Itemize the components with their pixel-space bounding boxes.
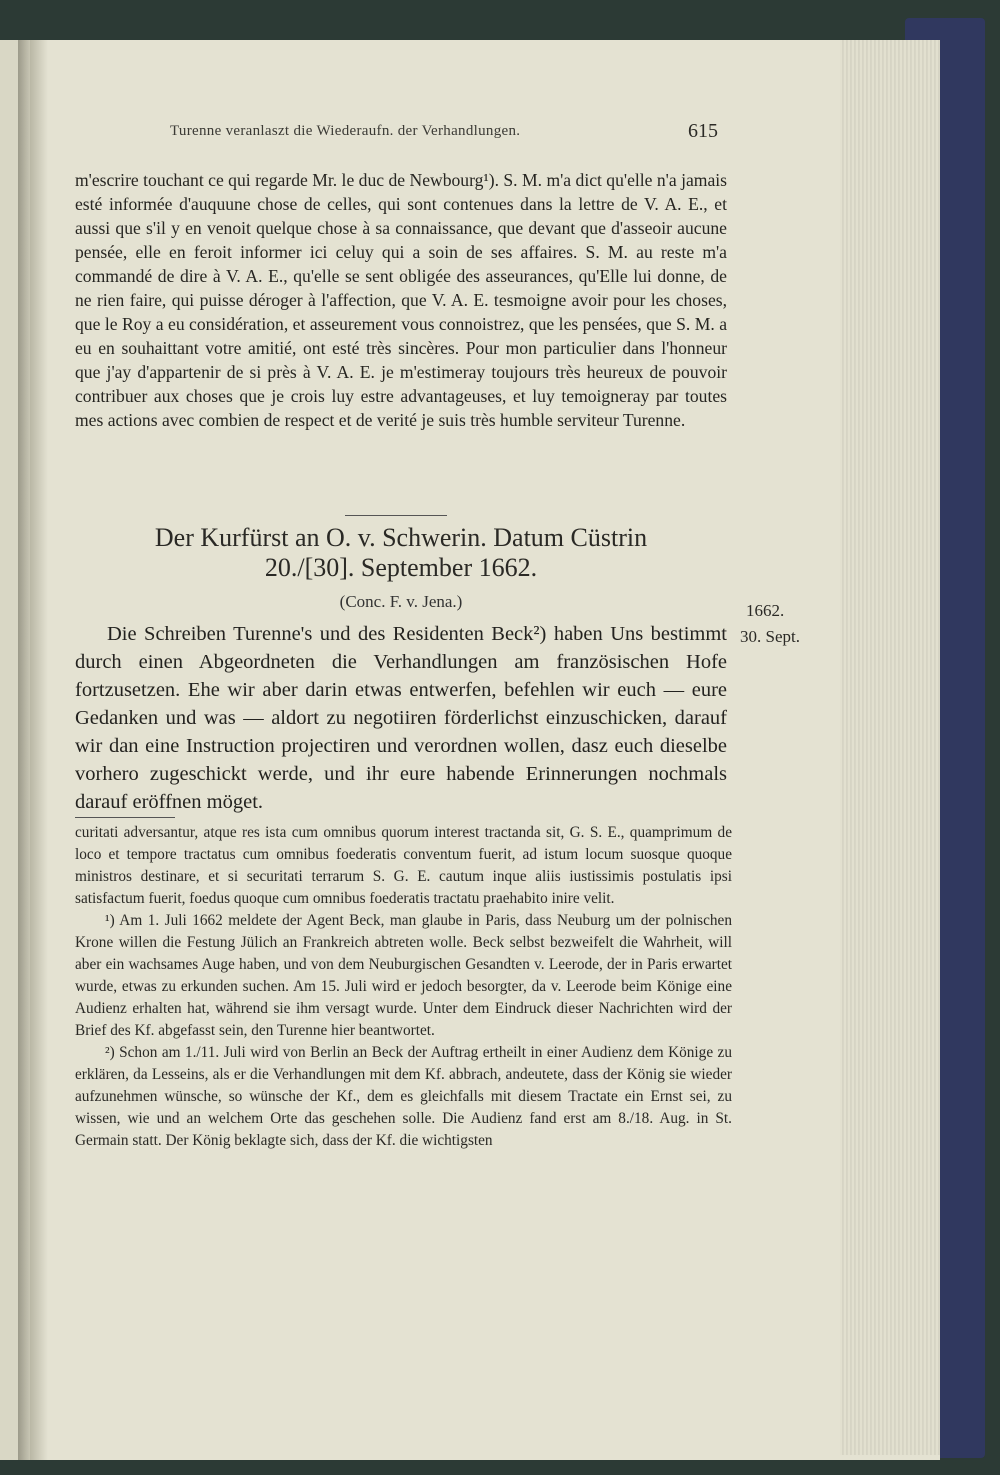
heading-line-1: Der Kurfürst an O. v. Schwerin. Datum Cüstrin: [154, 523, 648, 552]
footnote-continued: curitati adversantur, atque res ista cum omnibus quorum interest tractanda sit, G. S. E., quamprimum de loco et tempore tractatus cum omnibus foederatis conventum fuerit, ad istum locum suosque quoque ministros destinare, et si securitati terrarum S. G. E. cautum inque aliis iustissimis postulatis ipsi satisfactum fuerit, foedus quoque cum omnibus foederatis tractatu praehabito inire velit.: [75, 824, 732, 907]
margin-year: 1662.: [746, 601, 785, 620]
source-note: (Conc. F. v. Jena.): [339, 592, 463, 611]
letter-conclusion: [75, 168, 727, 432]
footnote-rule: [75, 817, 175, 818]
margin-day: 30. Sept.: [740, 627, 800, 646]
margin-date: [740, 598, 840, 650]
letter-paragraph: m'escrire touchant ce qui regarde Mr. le duc de Newbourg¹). S. M. m'a dict qu'elle n'a jamais esté informée d'auquune chose de celles, qui sont contenues dans la lettre de V. A. E., et aussi que s'il y en venoit quelque chose à sa connaissance, que devant que d'asseoir aucune pensée, elle en feroit informer ici celuy qui a soin de ses affaires. S. M. au reste m'a commandé de dire à V. A. E., qu'elle se sent obligée des asseurances, qu'Elle lui donne, de ne rien faire, qui puisse déroger à l'affection, que V. A. E. tesmoigne avoir pour les choses, que le Roy a eu considération, et asseurement vous connoistrez, que les pensées, que S. M. a eu en souhaittant votre amitié, ont esté très sincères. Pour mon particulier dans l'honneur que j'ay d'appartenir de si près à V. A. E. je m'estimeray toujours très heureux de pouvoir contribuer aux choses que je crois luy estre advantageuses, et luy temoigneray par toutes mes actions avec combien de respect et de verité je suis très humble serviteur Turenne.: [75, 170, 727, 430]
page-stack-edges: [840, 40, 940, 1455]
footnote-1: ¹) Am 1. Juli 1662 meldete der Agent Beck, man glaube in Paris, dass Neuburg um der polnischen Krone willen die Festung Jülich an Frankreich abtreten wolle. Beck selbst bezweifelt die Wahrheit, will aber ein wachsames Auge haben, und von dem Neuburgischen Gesandten v. Leerode, der in Paris erwartet wurde, etwas zu erkunden suchen. Am 15. Juli wird er jedoch besorgter, da v. Leerode beim Könige eine Audienz erhalten hat, während sie ihm versagt wurde. Unter dem Eindruck dieser Nachrichten wird der Brief des Kf. abgefasst sein, den Turenne hier beantwortet.: [75, 912, 732, 1039]
section-heading: [75, 523, 727, 583]
footnotes: [75, 822, 732, 1152]
footnote-2: ²) Schon am 1./11. Juli wird von Berlin an Beck der Auftrag ertheilt in einer Audienz dem Könige zu erklären, da Lesseins, als er die Verhandlungen mit dem Kf. abbrach, andeutete, dass der König sie wieder aufzunehmen wünsche, so wünsche der Kf., dem es gleichfalls mit diesem Tractate ein Ernst sei, zu wissen, wie und an welchem Orte das geschehen solle. Die Audienz fand erst am 8./18. Aug. in St. Germain statt. Der König beklagte sich, dass der Kf. die wichtigsten: [75, 1044, 732, 1149]
section-divider: [345, 515, 447, 516]
heading-line-2: 20./[30]. September 1662.: [264, 553, 538, 582]
page-number: 615: [688, 120, 718, 142]
running-head: Turenne veranlaszt die Wiederaufn. der Verhandlungen.: [170, 123, 521, 139]
section-body: [75, 620, 727, 816]
gutter-shadow: [30, 40, 48, 1460]
section-paragraph: Die Schreiben Turenne's und des Residenten Beck²) haben Uns bestimmt durch einen Abgeordneten die Verhandlungen am französischen Hofe fortzusetzen. Ehe wir aber darin etwas entwerfen, befehlen wir euch — eure Gedanken und was — aldort zu negotiiren förderlichst einzuschicken, darauf wir dan eine Instruction projectiren und verordnen wollen, dasz euch dieselbe vorhero zugeschickt werde, und ihr eure habende Erinnerungen nochmals darauf eröffnen möget.: [75, 623, 727, 813]
